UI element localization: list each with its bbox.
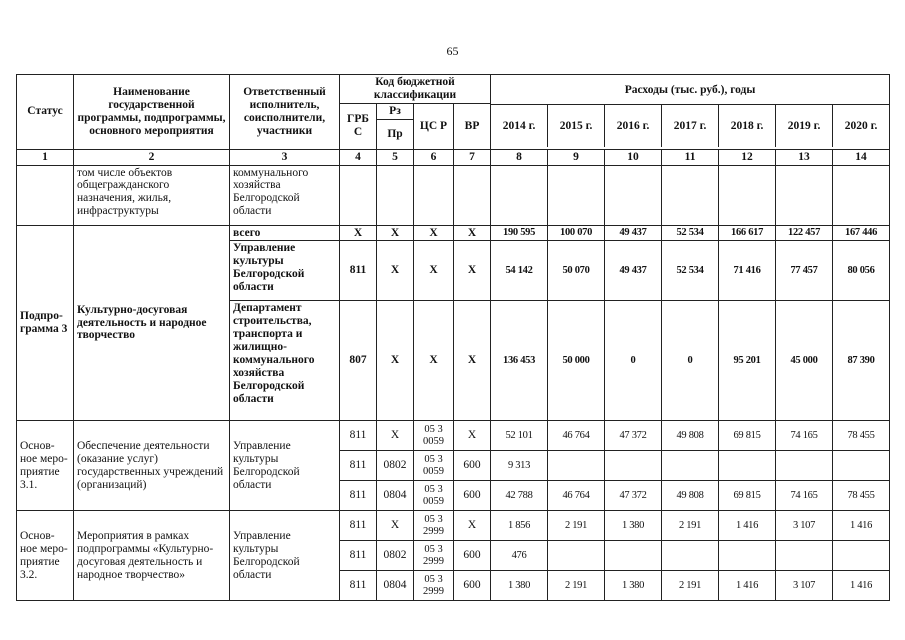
- cell-value: [662, 451, 719, 481]
- cell-value: 3 107: [776, 511, 833, 541]
- cell-value: [548, 541, 605, 571]
- cell-csr: 05 3 0059: [414, 451, 454, 481]
- cell-value: 95 201: [719, 301, 776, 421]
- cell-csr: Х: [414, 301, 454, 421]
- cell-csr: 05 3 2999: [414, 511, 454, 541]
- table-row: [17, 511, 890, 541]
- measure-executor: Управление культуры Белгородской области: [230, 511, 340, 601]
- cell-value: 74 165: [776, 421, 833, 451]
- measure-executor: Управление культуры Белгородской области: [230, 421, 340, 511]
- cell-value: 1 416: [719, 511, 776, 541]
- col-number: 9: [548, 149, 605, 165]
- measure-status: Основ-ное меро-приятие 3.2.: [17, 511, 74, 601]
- col-number: 14: [833, 149, 890, 165]
- cell-value: 50 000: [548, 301, 605, 421]
- header-rz: Рз: [377, 103, 414, 119]
- cell-value: 77 457: [776, 241, 833, 301]
- cell-vr: 600: [454, 571, 491, 601]
- cell-grbs: 811: [340, 541, 377, 571]
- cell-value: 49 808: [662, 481, 719, 511]
- cell-grbs: 811: [340, 451, 377, 481]
- header-pr: Пр: [377, 119, 414, 149]
- cell-value: 69 815: [719, 481, 776, 511]
- subprogram-status: Подпро-грамма 3: [17, 225, 74, 421]
- cell-value: 1 416: [833, 511, 890, 541]
- cell-value: 52 101: [491, 421, 548, 451]
- cell-value: [719, 541, 776, 571]
- row-executor: Департамент строительства, транспорта и жилищно-коммунального хозяйства Белгородской области: [230, 301, 340, 421]
- cell-value: 49 437: [605, 225, 662, 241]
- carry-name: том числе объектов общегражданского назначения, жилья, инфраструктуры: [74, 165, 230, 225]
- header-name: Наименование государственной программы, подпрограммы, основного мероприятия: [74, 75, 230, 150]
- cell-grbs: 807: [340, 301, 377, 421]
- cell-value: 0: [662, 301, 719, 421]
- cell-vr: 600: [454, 541, 491, 571]
- cell-vr: Х: [454, 225, 491, 241]
- col-number: 2: [74, 149, 230, 165]
- header-year-2014: 2014 г.: [491, 105, 548, 147]
- col-number: 8: [491, 149, 548, 165]
- header-year-2016: 2016 г.: [605, 105, 662, 147]
- cell-value: 45 000: [776, 301, 833, 421]
- cell-value: 87 390: [833, 301, 890, 421]
- cell-value: 69 815: [719, 421, 776, 451]
- table-row: [17, 225, 890, 241]
- col-number: 1: [17, 149, 74, 165]
- cell-pr: 0802: [377, 541, 414, 571]
- cell-vr: Х: [454, 421, 491, 451]
- cell-value: [662, 541, 719, 571]
- cell-value: 49 808: [662, 421, 719, 451]
- cell-value: 80 056: [833, 241, 890, 301]
- cell-value: 52 534: [662, 241, 719, 301]
- empty-cell: [17, 165, 74, 225]
- cell-pr: 0802: [377, 451, 414, 481]
- header-executor: Ответственный исполнитель, соисполнители, участники: [230, 75, 340, 150]
- header-budget-code: Код бюджетной классификации: [340, 75, 491, 104]
- cell-value: 47 372: [605, 421, 662, 451]
- header-expenses: Расходы (тыс. руб.), годы: [491, 76, 889, 105]
- cell-value: 1 380: [605, 571, 662, 601]
- cell-value: 166 617: [719, 225, 776, 241]
- col-number: 3: [230, 149, 340, 165]
- col-number: 7: [454, 149, 491, 165]
- cell-value: 0: [605, 301, 662, 421]
- cell-value: 122 457: [776, 225, 833, 241]
- cell-value: 1 416: [833, 571, 890, 601]
- cell-value: [776, 451, 833, 481]
- table-row: [17, 421, 890, 451]
- col-number: 13: [776, 149, 833, 165]
- cell-value: [719, 451, 776, 481]
- cell-pr: Х: [377, 241, 414, 301]
- cell-value: 74 165: [776, 481, 833, 511]
- cell-csr: 05 3 2999: [414, 571, 454, 601]
- cell-csr: 05 3 0059: [414, 421, 454, 451]
- carry-executor: коммунального хозяйства Белгородской области: [230, 165, 340, 225]
- header-vr: ВР: [454, 103, 491, 149]
- cell-value: 47 372: [605, 481, 662, 511]
- cell-csr: Х: [414, 241, 454, 301]
- cell-value: 2 191: [548, 571, 605, 601]
- header-grbs: ГРБ С: [340, 103, 377, 149]
- cell-vr: 600: [454, 451, 491, 481]
- cell-grbs: 811: [340, 571, 377, 601]
- budget-table: [16, 74, 890, 601]
- cell-value: 46 764: [548, 481, 605, 511]
- header-expenses-block: [491, 75, 890, 150]
- cell-value: 78 455: [833, 481, 890, 511]
- cell-grbs: 811: [340, 511, 377, 541]
- cell-vr: Х: [454, 241, 491, 301]
- cell-grbs: 811: [340, 421, 377, 451]
- col-number: 6: [414, 149, 454, 165]
- cell-value: 71 416: [719, 241, 776, 301]
- cell-value: [776, 541, 833, 571]
- cell-value: 2 191: [548, 511, 605, 541]
- header-year-2018: 2018 г.: [719, 105, 776, 147]
- cell-value: 78 455: [833, 421, 890, 451]
- cell-csr: 05 3 2999: [414, 541, 454, 571]
- col-number: 11: [662, 149, 719, 165]
- cell-vr: 600: [454, 481, 491, 511]
- cell-value: 42 788: [491, 481, 548, 511]
- cell-value: 1 416: [719, 571, 776, 601]
- cell-pr: Х: [377, 511, 414, 541]
- subprogram-name: Культурно-досуговая деятельность и народное творчество: [74, 225, 230, 421]
- cell-value: 50 070: [548, 241, 605, 301]
- cell-value: 49 437: [605, 241, 662, 301]
- cell-value: 2 191: [662, 571, 719, 601]
- cell-pr: Х: [377, 301, 414, 421]
- cell-value: 9 313: [491, 451, 548, 481]
- cell-value: 167 446: [833, 225, 890, 241]
- table-row: [17, 165, 890, 225]
- cell-value: 136 453: [491, 301, 548, 421]
- cell-value: 2 191: [662, 511, 719, 541]
- cell-value: 52 534: [662, 225, 719, 241]
- header-csr: ЦС Р: [414, 103, 454, 149]
- cell-value: 476: [491, 541, 548, 571]
- measure-name: Обеспечение деятельности (оказание услуг) государственных учреждений (организаций): [74, 421, 230, 511]
- cell-value: 3 107: [776, 571, 833, 601]
- cell-value: [548, 451, 605, 481]
- cell-pr: Х: [377, 225, 414, 241]
- cell-csr: 05 3 0059: [414, 481, 454, 511]
- cell-vr: Х: [454, 301, 491, 421]
- cell-value: 1 856: [491, 511, 548, 541]
- cell-value: [605, 451, 662, 481]
- cell-value: [833, 451, 890, 481]
- header-year-2020: 2020 г.: [844, 120, 878, 133]
- col-number: 10: [605, 149, 662, 165]
- cell-value: 1 380: [605, 511, 662, 541]
- row-executor: всего: [230, 225, 340, 241]
- cell-value: 1 380: [491, 571, 548, 601]
- col-number: 12: [719, 149, 776, 165]
- measure-name: Мероприятия в рамках подпрограммы «Культурно-досуговая деятельность и народное творчество»: [74, 511, 230, 601]
- measure-status: Основ-ное меро-приятие 3.1.: [17, 421, 74, 511]
- cell-value: 54 142: [491, 241, 548, 301]
- row-executor: Управление культуры Белгородской области: [230, 241, 340, 301]
- cell-pr: Х: [377, 421, 414, 451]
- cell-grbs: Х: [340, 225, 377, 241]
- cell-vr: Х: [454, 511, 491, 541]
- cell-value: 46 764: [548, 421, 605, 451]
- cell-value: [605, 541, 662, 571]
- cell-pr: 0804: [377, 571, 414, 601]
- page-number: 65: [446, 44, 459, 58]
- cell-value: 100 070: [548, 225, 605, 241]
- cell-grbs: 811: [340, 241, 377, 301]
- header-year-2017: 2017 г.: [662, 105, 719, 147]
- cell-value: [833, 541, 890, 571]
- col-number: 4: [340, 149, 377, 165]
- cell-grbs: 811: [340, 481, 377, 511]
- cell-pr: 0804: [377, 481, 414, 511]
- cell-csr: Х: [414, 225, 454, 241]
- col-number: 5: [377, 149, 414, 165]
- cell-value: 190 595: [491, 225, 548, 241]
- header-year-2015: 2015 г.: [548, 105, 605, 147]
- header-status: Статус: [17, 75, 74, 150]
- header-year-2019: 2019 г.: [776, 105, 833, 147]
